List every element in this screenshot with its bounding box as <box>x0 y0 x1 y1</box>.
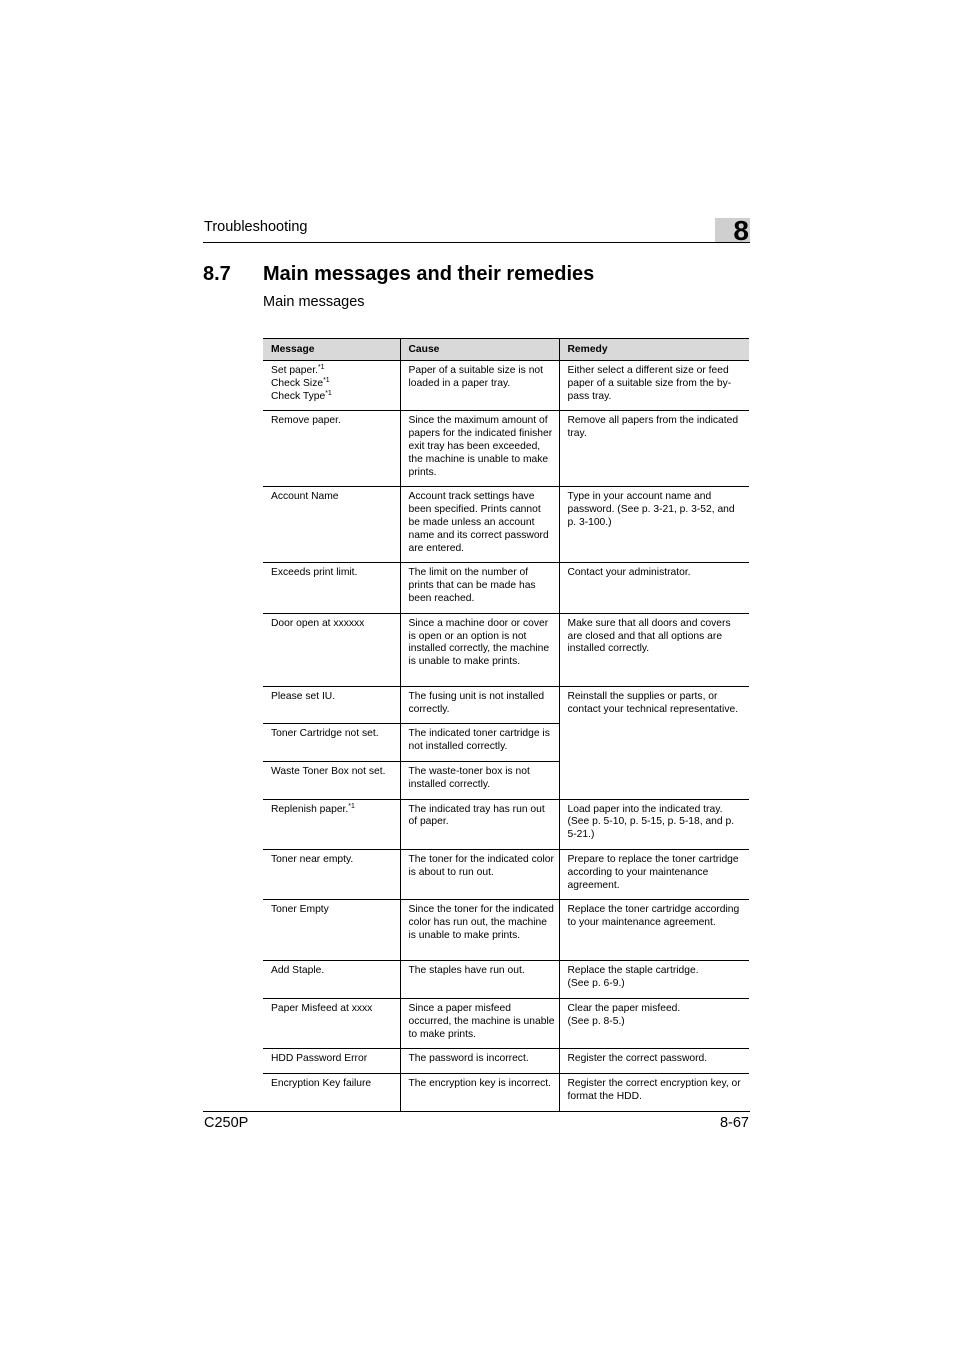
cause-cell: The indicated toner cartridge is not installed correctly. <box>400 724 559 762</box>
message-cell: Encryption Key failure <box>263 1074 400 1112</box>
cause-cell: Account track settings have been specified. Prints cannot be made unless an account name and its correct password are entered. <box>400 487 559 563</box>
message-cell: Account Name <box>263 487 400 563</box>
cause-cell: The limit on the number of prints that can be made has been reached. <box>400 563 559 613</box>
message-cell: Paper Misfeed at xxxx <box>263 998 400 1048</box>
table-header-row <box>263 339 749 361</box>
cause-cell: Paper of a suitable size is not loaded in a paper tray. <box>400 361 559 411</box>
message-cell: Add Staple. <box>263 961 400 999</box>
remedy-line: Replace the staple cartridge. <box>567 965 699 977</box>
message-cell: Remove paper. <box>263 411 400 487</box>
message-cell: Toner near empty. <box>263 849 400 899</box>
footer-page-number: 8-67 <box>719 1115 749 1131</box>
remedy-cell: Contact your administrator. <box>559 563 749 613</box>
header-rule <box>203 242 750 243</box>
footnote-marker: *1 <box>348 802 355 810</box>
cause-cell: Since the maximum amount of papers for the indicated finisher exit tray has been exceeded, the machine is unable to make prints. <box>400 411 559 487</box>
cause-cell: The waste-toner box is not installed correctly. <box>400 761 559 799</box>
remedy-cell: Reinstall the supplies or parts, or contact your technical representative. <box>559 686 749 799</box>
cause-cell: Since a paper misfeed occurred, the machine is unable to make prints. <box>400 998 559 1048</box>
section-subtitle: Main messages <box>263 294 365 310</box>
message-line: Check Type <box>271 390 326 402</box>
remedy-cell: Make sure that all doors and covers are closed and that all options are installed correctly. <box>559 613 749 686</box>
remedy-cell: Remove all papers from the indicated tray. <box>559 411 749 487</box>
section-title: Main messages and their remedies <box>263 263 595 285</box>
message-line: Set paper. <box>271 365 318 376</box>
table-row <box>263 613 749 686</box>
cause-cell: The staples have run out. <box>400 961 559 999</box>
cause-cell: The password is incorrect. <box>400 1049 559 1074</box>
cause-cell: The encryption key is incorrect. <box>400 1074 559 1112</box>
message-cell <box>263 799 400 849</box>
table-row <box>263 961 749 999</box>
table-row <box>263 563 749 613</box>
section-heading <box>203 263 594 286</box>
remedy-cell: Load paper into the indicated tray. (See p. 5-10, p. 5-15, p. 5-18, and p. 5-21.) <box>559 799 749 849</box>
column-header-remedy: Remedy <box>559 339 749 361</box>
remedy-cell: Register the correct encryption key, or format the HDD. <box>559 1074 749 1112</box>
column-header-message: Message <box>263 339 400 361</box>
table-row <box>263 998 749 1048</box>
message-line: Check Size <box>271 377 324 389</box>
cause-cell: The fusing unit is not installed correctly. <box>400 686 559 724</box>
remedy-cell: Prepare to replace the toner cartridge according to your maintenance agreement. <box>559 849 749 899</box>
column-header-cause: Cause <box>400 339 559 361</box>
remedy-line: Clear the paper misfeed. <box>567 1002 681 1014</box>
message-cell: Waste Toner Box not set. <box>263 761 400 799</box>
remedy-cell: Register the correct password. <box>559 1049 749 1074</box>
table-row <box>263 900 749 961</box>
cause-cell: Since the toner for the indicated color has run out, the machine is unable to make prints. <box>400 900 559 961</box>
footnote-marker: *1 <box>325 389 332 397</box>
message-cell: Exceeds print limit. <box>263 563 400 613</box>
footnote-marker: *1 <box>323 376 330 384</box>
table-row <box>263 1074 749 1112</box>
footnote-marker: *1 <box>317 364 325 371</box>
remedy-cell: Either select a different size or feed paper of a suitable size from the by-pass tray. <box>559 361 749 411</box>
table-row <box>263 411 749 487</box>
table-row <box>263 799 749 849</box>
chapter-number: 8 <box>733 215 749 246</box>
table-row <box>263 361 749 411</box>
footer-model: C250P <box>204 1115 249 1131</box>
header-title: Troubleshooting <box>204 219 308 235</box>
chapter-badge <box>715 215 750 246</box>
message-cell <box>263 361 400 411</box>
message-cell: Door open at xxxxxx <box>263 613 400 686</box>
table-row <box>263 1049 749 1074</box>
cause-cell: The toner for the indicated color is about to run out. <box>400 849 559 899</box>
cause-cell: The indicated tray has run out of paper. <box>400 799 559 849</box>
footer-rule <box>203 1111 750 1112</box>
table-row <box>263 849 749 899</box>
message-cell: Please set IU. <box>263 686 400 724</box>
remedy-line: (See p. 6-9.) <box>567 978 625 990</box>
cause-cell: Since a machine door or cover is open or an option is not installed correctly, the machine is unable to make prints. <box>400 613 559 686</box>
table-row <box>263 686 749 724</box>
message-cell: Toner Empty <box>263 900 400 961</box>
messages-table <box>263 338 749 1112</box>
remedy-cell: Type in your account name and password. (See p. 3-21, p. 3-52, and p. 3-100.) <box>559 487 749 563</box>
remedy-line: (See p. 8-5.) <box>567 1015 625 1027</box>
table-row <box>263 487 749 563</box>
remedy-cell: Replace the toner cartridge according to your maintenance agreement. <box>559 900 749 961</box>
section-number: 8.7 <box>203 263 231 285</box>
remedy-cell <box>559 961 749 999</box>
message-cell: HDD Password Error <box>263 1049 400 1074</box>
remedy-cell <box>559 998 749 1048</box>
message-line: Replenish paper. <box>271 803 349 815</box>
message-cell: Toner Cartridge not set. <box>263 724 400 762</box>
